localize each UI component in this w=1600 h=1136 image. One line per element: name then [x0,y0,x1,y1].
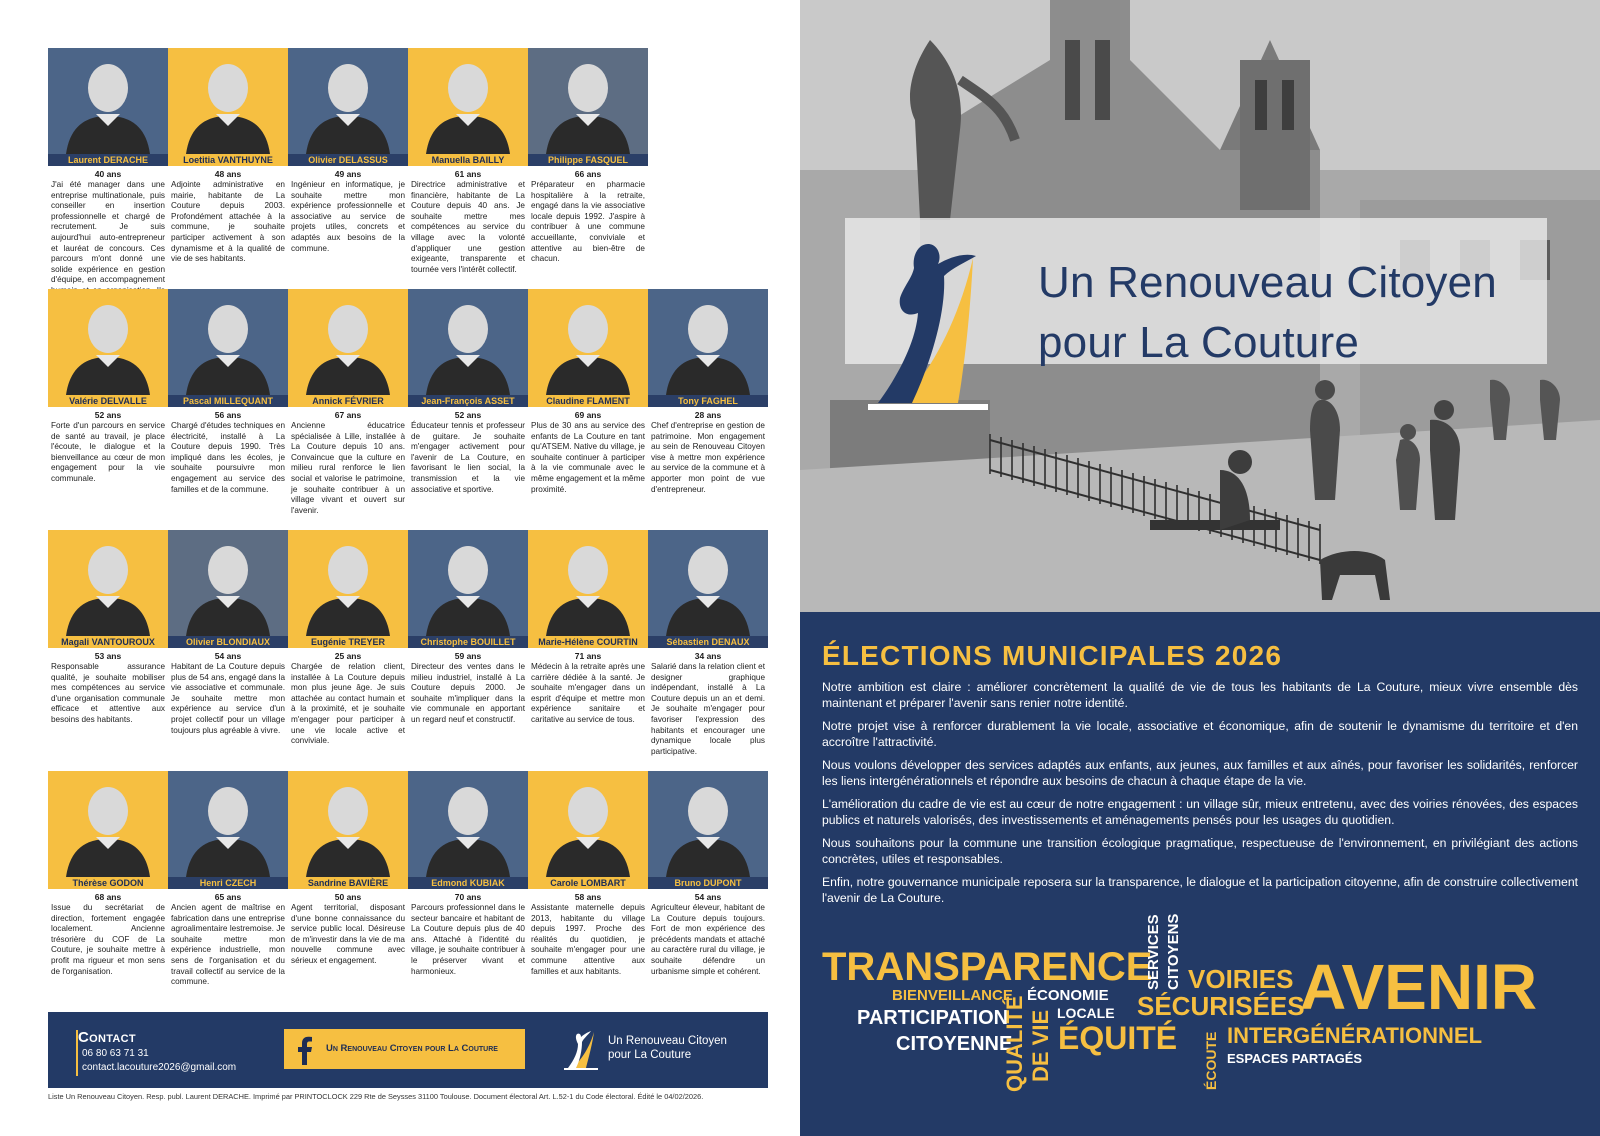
word-citoyens: CITOYENS [1165,913,1182,990]
portrait-icon [540,295,636,395]
word-voiries: VOIRIES [1188,964,1294,994]
portrait-icon [60,777,156,877]
candidate-card [528,530,648,757]
candidate-card [408,771,528,988]
program-page [800,0,1600,1136]
portrait-icon [420,54,516,154]
portrait-icon [300,536,396,636]
program-paragraph: Enfin, notre gouvernance municipale reposera sur la transparence, le dialogue et la participation citoyenne, afin de construire collectivement l'avenir de La Couture. [822,875,1578,905]
candidate-bio: Chargé d'études techniques en électricité, installé à La Couture depuis 1990. Très impliqué dans les écoles, je souhaite poursuivre mon engagement au service des familles et de la commune. [171,421,285,494]
word-equite: ÉQUITÉ [1058,1020,1178,1056]
candidate-photo [168,289,288,395]
candidate-name: Magali VANTOUROUX [48,636,168,648]
facebook-label: Un Renouveau Citoyen pour La Couture [326,1043,498,1054]
candidate-bio: Ingénieur en informatique, je souhaite mettre mon expérience professionnelle et associative au service de projets utiles, concrets et adaptés aux besoins de la commune. [291,180,405,253]
candidate-bio: Salarié dans la relation client et designer graphique indépendant, installé à La Couture depuis un an et demi. Je souhaite m'engager pour favoriser l'expression des habitants et encourager une dynamique locale plus participative. [651,662,765,756]
candidate-bio: Assistante maternelle depuis 2013, habitante du village depuis 1997. Proche des réalités du quotidien, je souhaite m'engager pour une commune attentive aux familles et aux habitants. [531,903,645,976]
candidate-age: 25 ans [334,651,362,661]
candidate-age: 56 ans [214,410,242,420]
candidate-name: Sandrine BAVIÈRE [288,877,408,889]
portrait-icon [420,777,516,877]
candidate-card [288,530,408,757]
word-ecoute: ÉCOUTE [1203,1031,1219,1090]
candidate-bio: Habitant de La Couture depuis plus de 54 ans, engagé dans la vie associative et communale. Je souhaite mettre mon expérience au service d'un projet collectif pour un village toujours plus agréable à vivre. [171,662,285,735]
portrait-icon [300,777,396,877]
candidate-photo [408,771,528,877]
candidate-bio: Chef d'entreprise en gestion de patrimoine. Mon engagement au sein de Renouveau Citoyen vise à mettre mon expérience au service de la commune et à apporter mon point de vue d'entrepreneur. [651,421,765,494]
logo-icon [868,228,988,410]
portrait-icon [300,295,396,395]
portrait-icon [420,295,516,395]
candidate-photo [648,289,768,395]
portrait-icon [660,777,756,877]
word-citoyenne: CITOYENNE [896,1033,1013,1055]
portrait-icon [660,295,756,395]
candidate-card [528,289,648,516]
candidate-name: Annick FÉVRIER [288,395,408,407]
candidate-age: 52 ans [454,410,482,420]
candidate-name: Olivier BLONDIAUX [168,636,288,648]
candidate-name: Laurent DERACHE [48,154,168,166]
word-de-vie: DE VIE [1028,1009,1053,1082]
candidate-age: 67 ans [334,410,362,420]
candidate-photo [408,530,528,636]
candidate-age: 66 ans [574,169,602,179]
candidate-name: Manuella BAILLY [408,154,528,166]
candidate-photo [528,771,648,877]
candidate-bio: Parcours professionnel dans le secteur bancaire et habitant de La Couture depuis plus de 40 ans. Attaché à l'identité du village, je souhaite contribuer à le préserver vivant et harmonieux. [411,903,525,976]
candidate-row-4 [48,771,768,988]
candidate-photo [48,48,168,154]
candidate-name: Jean-François ASSET [408,395,528,407]
candidate-card [48,771,168,988]
candidate-name: Thérèse GODON [48,877,168,889]
brand-title-line-1: Un Renouveau Citoyen [1038,258,1497,307]
candidate-bio: Agent territorial, disposant d'une bonne connaissance du service public local. Désireuse de m'investir dans la vie de ma nouvelle commune avec sérieux et engagement. [291,903,405,965]
candidate-card [408,289,528,516]
facebook-link[interactable] [284,1029,525,1069]
candidate-photo [288,530,408,636]
portrait-icon [60,295,156,395]
mini-logo-line-1: Un Renouveau Citoyen [608,1035,727,1047]
candidate-name: Olivier DELASSUS [288,154,408,166]
candidate-photo [528,289,648,395]
candidate-photo [48,289,168,395]
candidate-row-2 [48,289,768,516]
candidate-card [168,771,288,988]
candidate-name: Valérie DELVALLE [48,395,168,407]
word-transparence: TRANSPARENCE [822,945,1153,989]
candidate-row-3 [48,530,768,757]
candidate-bio: Ancienne éducatrice spécialisée à Lille, installée à La Couture depuis 10 ans. Convaincue que la culture en milieu rural renforce le lien social et valorise le patrimoine, je souhaite contribuer à un village vivant et ouvert sur l'avenir. [291,421,405,515]
candidate-age: 49 ans [334,169,362,179]
mini-logo-text [608,1034,727,1062]
candidate-age: 54 ans [214,651,242,661]
portrait-icon [420,536,516,636]
portrait-icon [540,777,636,877]
candidate-card [168,289,288,516]
candidate-age: 59 ans [454,651,482,661]
candidate-age: 70 ans [454,892,482,902]
word-locale: LOCALE [1057,1005,1115,1021]
portrait-icon [180,295,276,395]
candidate-bio: Directeur des ventes dans le milieu industriel, installé à La Couture depuis 2000. Je souhaite m'impliquer dans la vie communale en apportant un regard neuf et constructif. [411,662,525,724]
program-paragraph: Notre ambition est claire : améliorer concrètement la qualité de vie de tous les habitants de La Couture, mieux vivre ensemble dès maintenant et préparer l'avenir sans renier notre identité. [822,680,1578,710]
candidate-photo [408,48,528,154]
candidate-photo [648,771,768,877]
candidate-age: 54 ans [694,892,722,902]
candidate-name: Christophe BOUILLET [408,636,528,648]
candidate-bio: Ancien agent de maîtrise en fabrication dans une entreprise agroalimentaire lestremoise. Je souhaite mettre mon expérience industrielle, mon sens de l'organisation et du travail collectif au service de la commune. [171,903,285,987]
candidate-name: Eugénie TREYER [288,636,408,648]
candidate-age: 34 ans [694,651,722,661]
candidate-bio: Agriculteur éleveur, habitant de La Couture depuis toujours. Fort de mon expérience des précédents mandats et attaché au caractère rural du village, je souhaite défendre un urbanisme simple et cohérent. [651,903,765,976]
program-paragraph: L'amélioration du cadre de vie est au cœur de notre engagement : un village sûr, mieux entretenu, avec des voiries rénovées, des espaces publics et naturels valorisés, des investissements et aménagements pensés pour les usages du quotidien. [822,797,1578,827]
candidate-age: 40 ans [94,169,122,179]
word-avenir: AVENIR [1300,951,1538,1023]
candidate-bio: Issue du secrétariat de direction, fortement engagée localement. Ancienne trésorière du COF de La Couture, je souhaite mettre à profit ma rigueur et mon sens de l'organisation. [51,903,165,976]
candidate-bio: J'ai été manager dans une entreprise multinationale, puis conseiller en insertion professionnelle et chargé de recrutement. Je suis aujourd'hui auto-entrepreneur et lauréat de concours. Ces parcours m'ont donné une solide expérience en gestion d'équipe, en accompagnement [51,180,165,285]
word-espaces-partages: ESPACES PARTAGÉS [1227,1051,1363,1066]
candidate-age: 69 ans [574,410,602,420]
candidate-age: 48 ans [214,169,242,179]
word-economie: ÉCONOMIE [1027,987,1109,1004]
portrait-icon [180,777,276,877]
contact-phone[interactable]: 06 80 63 71 31 [82,1048,149,1059]
candidate-photo [528,530,648,636]
portrait-icon [60,536,156,636]
word-bienveillance: BIENVEILLANCE [892,987,1013,1004]
candidate-bio: Adjointe administrative en mairie, habitante de La Couture depuis 2003. Profondément attachée à la commune, je souhaite participer activement à son dynamisme et à la qualité de vie de ses habitants. [171,180,285,264]
candidate-name: Tony FAGHEL [648,395,768,407]
candidate-bio: Médecin à la retraite après une carrière dédiée à la santé. Je souhaite m'engager dans un esprit d'équipe et mettre mon expérience sanitaire et caritative au service de tous. [531,662,645,724]
candidate-bio: Préparateur en pharmacie hospitalière à la retraite, engagé dans la vie associative locale depuis 1992. J'aspire à contribuer à une commune accueillante, conviviale et attentive au bien-être de chacun. [531,180,645,264]
candidate-photo [288,771,408,877]
candidate-card [528,771,648,988]
candidate-name: Edmond KUBIAK [408,877,528,889]
candidate-age: 61 ans [454,169,482,179]
candidate-name: Philippe FASQUEL [528,154,648,166]
word-intergenerationnel: INTERGÉNÉRATIONNEL [1227,1023,1483,1048]
candidate-age: 53 ans [94,651,122,661]
candidate-cards [48,289,768,516]
candidate-age: 58 ans [574,892,602,902]
candidate-card [48,289,168,516]
candidate-photo [648,530,768,636]
program-paragraph: Nous voulons développer des services adaptés aux enfants, aux jeunes, aux familles et aux aînés, pour favoriser les solidarités, renforcer les liens intergénérationnels et répondre aux besoins de chacun à chaque étape de la vie. [822,758,1578,788]
candidate-card [168,530,288,757]
portrait-icon [540,536,636,636]
candidate-age: 52 ans [94,410,122,420]
candidate-cards [48,530,768,757]
contact-title: Contact [78,1029,136,1046]
candidate-card [648,289,768,516]
portrait-icon [660,536,756,636]
portrait-icon [60,54,156,154]
candidate-photo [408,289,528,395]
candidate-name: Marie-Hélène COURTIN [528,636,648,648]
program-paragraph: Notre projet vise à renforcer durablement la vie locale, associative et économique, afin de soutenir le dynamisme du territoire et d'en accroître l'attractivité. [822,719,1578,749]
candidate-card [648,771,768,988]
candidate-name: Bruno DUPONT [648,877,768,889]
candidate-bio: Éducateur tennis et professeur de guitare. Je souhaite m'engager activement pour l'avenir de La Couture, en favorisant le lien social, la transmission et la vie associative et sportive. [411,421,525,494]
candidate-card [648,530,768,757]
candidate-card [288,771,408,988]
mini-logo-line-2: pour La Couture [608,1049,692,1061]
program-paragraph: Nous souhaitons pour la commune une transition écologique pragmatique, respectueuse de l'environnement, en privilégiant des actions concrètes, utiles et responsables. [822,836,1578,866]
mini-logo-icon [564,1026,598,1070]
candidate-photo [528,48,648,154]
portrait-icon [300,54,396,154]
facebook-icon [294,1035,314,1065]
candidate-bio: Responsable assurance qualité, je souhaite mobiliser mes compétences au service d'une organisation communale efficace et attentive aux besoins des habitants. [51,662,165,724]
candidate-name: Carole LOMBART [528,877,648,889]
word-qualite: QUALITÉ [1002,995,1027,1092]
brand-title-line-2: pour La Couture [1038,318,1359,367]
candidate-photo [48,530,168,636]
candidate-bio: Forte d'un parcours en service de santé au travail, je place l'écoute, le dialogue et la bienveillance au cœur de mon engagement pour la vie communale. [51,421,165,483]
word-services: SERVICES [1145,914,1162,990]
candidate-age: 71 ans [574,651,602,661]
contact-bar [48,1012,768,1088]
portrait-icon [180,536,276,636]
candidate-age: 68 ans [94,892,122,902]
candidate-age: 50 ans [334,892,362,902]
candidate-age: 28 ans [694,410,722,420]
candidate-card [288,289,408,516]
candidate-name: Loetitia VANTHUYNE [168,154,288,166]
candidate-name: Claudine FLAMENT [528,395,648,407]
word-securisees: SÉCURISÉES [1137,991,1305,1021]
candidate-photo [48,771,168,877]
candidate-bio: Chargée de relation client, installée à La Couture depuis mon plus jeune âge. Je suis attachée au contact humain et à la proximité, et je souhaite m'engager pour participer à une vie locale active et conviviale. [291,662,405,746]
portrait-icon [540,54,636,154]
portrait-icon [180,54,276,154]
candidate-name: Pascal MILLEQUANT [168,395,288,407]
candidate-bio: Directrice administrative et financière, habitante de La Couture depuis 40 ans. Je souhaite mettre mes compétences au service du village avec la volonté d'appliquer une gestion exigeante, transparente et tournée vers l'intérêt collectif. [411,180,525,274]
word-participation: PARTICIPATION [857,1007,1009,1029]
program-paragraphs [822,679,1578,913]
contact-email[interactable]: contact.lacouture2026@gmail.com [82,1062,237,1073]
candidate-photo [168,771,288,877]
candidate-card [48,530,168,757]
candidate-bio: Plus de 30 ans au service des enfants de La Couture en tant qu'ATSEM. Native du village, je souhaite continuer à participer à la vie communale avec le même engagement et la même proximité. [531,421,645,494]
candidate-photo [168,530,288,636]
candidate-cards [48,771,768,988]
candidate-age: 65 ans [214,892,242,902]
elections-title: ÉLECTIONS MUNICIPALES 2026 [822,640,1283,671]
candidate-photo [288,289,408,395]
candidate-photo [288,48,408,154]
legal-notice: Liste Un Renouveau Citoyen. Resp. publ. Laurent DERACHE. Imprimé par PRINTOCLOCK 229 Rte de Seysses 31100 Toulouse. Document électoral Art. L.52-1 du Code électoral. Édité le 04/02/2026. [48,1092,704,1101]
candidate-card [408,530,528,757]
candidate-photo [168,48,288,154]
candidate-name: Henri CZECH [168,877,288,889]
candidate-name: Sébastien DENAUX [648,636,768,648]
